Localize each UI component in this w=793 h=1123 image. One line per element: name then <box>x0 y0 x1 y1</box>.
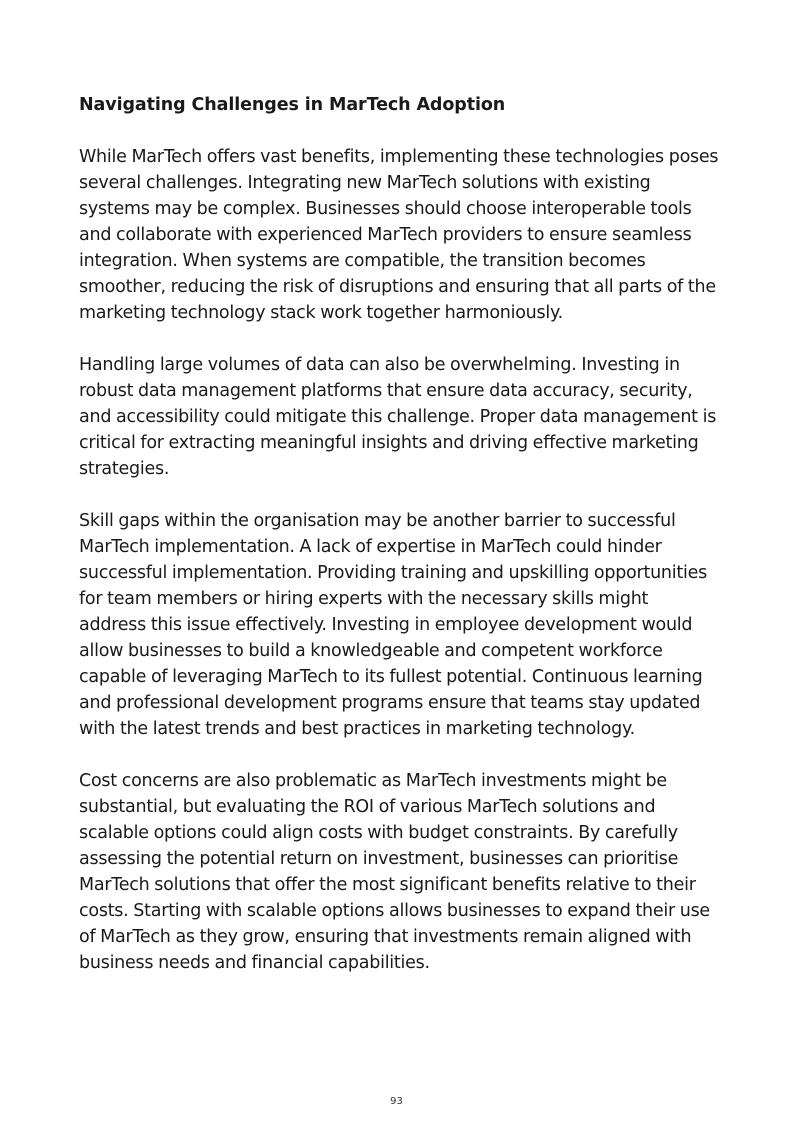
paragraph-skill-gaps: Skill gaps within the organisation may be another barrier to successful MarTech implementation. A lack of expertise in MarTech could hinder successful implementation. Providing training and upskilling opportunities for team members or hiring experts with the necessary skills might address this issue effectively. Investing in employee development would allow businesses to build a knowledgeable and competent workforce capable of leveraging MarTech to its fullest potential. Continuous learning and professional development programs ensure that teams stay updated with the latest trends and best practices in marketing technology. <box>79 511 707 739</box>
paragraph-cost-concerns: Cost concerns are also problematic as MarTech investments might be substantial, but evaluating the ROI of various MarTech solutions and scalable options could align costs with budget constraints. By carefully assessing the potential return on investment, businesses can prioritise MarTech solutions that offer the most significant benefits relative to their costs. Starting with scalable options allows businesses to expand their use of MarTech as they grow, ensuring that investments remain aligned with business needs and financial capabilities. <box>79 771 710 973</box>
section-heading: Navigating Challenges in MarTech Adoption <box>79 95 506 115</box>
page-content <box>79 92 719 1002</box>
paragraph-integration: While MarTech offers vast benefits, implementing these technologies poses several challenges. Integrating new MarTech solutions with existing systems may be complex. Businesses should choose interoperable tools and collaborate with experienced MarTech providers to ensure seamless integration. When systems are compatible, the transition becomes smoother, reducing the risk of disruptions and ensuring that all parts of the marketing technology stack work together harmoniously. <box>79 147 719 323</box>
paragraph-data-management: Handling large volumes of data can also be overwhelming. Investing in robust data management platforms that ensure data accuracy, security, and accessibility could mitigate this challenge. Proper data management is critical for extracting meaningful insights and driving effective marketing strategies. <box>79 355 717 479</box>
page-number: 93 <box>390 1096 403 1107</box>
